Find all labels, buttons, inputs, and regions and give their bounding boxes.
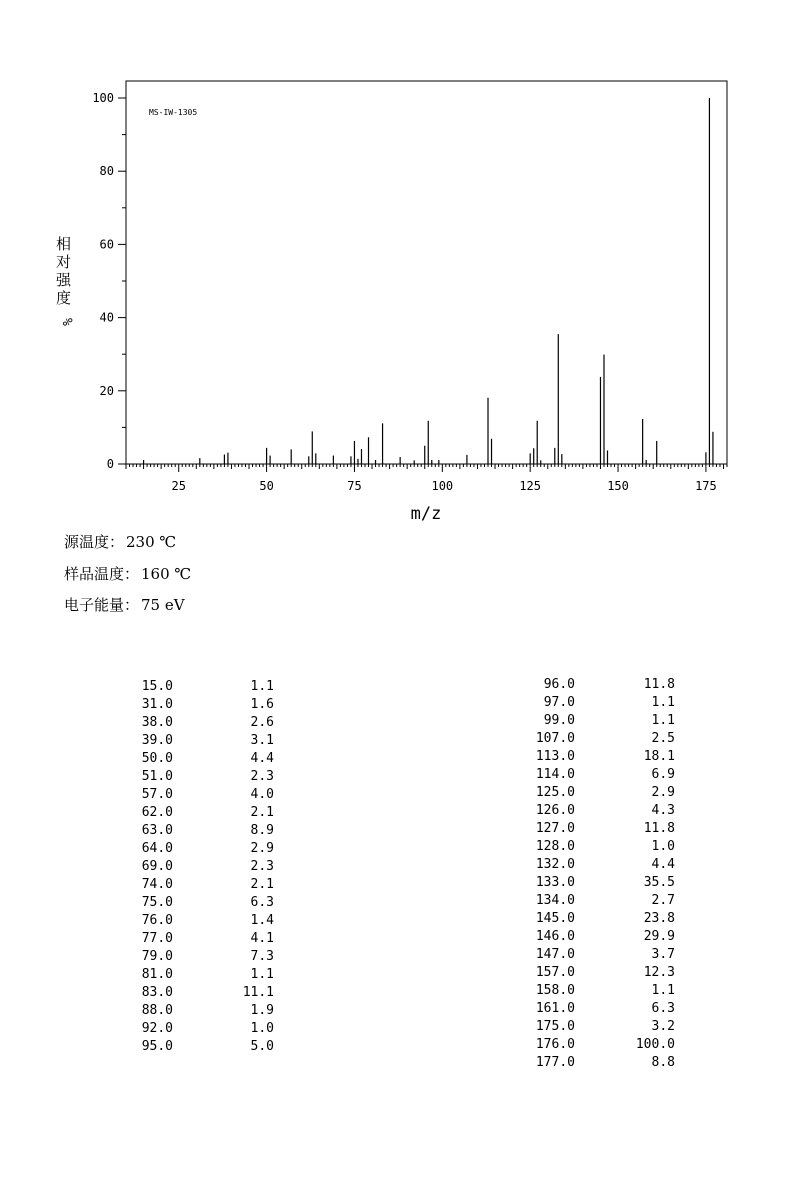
mz-value: 125.0 — [535, 785, 575, 800]
intensity-value: 11.1 — [242, 985, 274, 1000]
intensity-value: 7.3 — [250, 949, 274, 964]
table-row — [90, 840, 290, 858]
table-row — [480, 730, 690, 748]
sample-temp-label: 样品温度： — [64, 565, 140, 583]
y-tick-label: 20 — [99, 383, 114, 398]
intensity-value: 2.9 — [250, 841, 274, 856]
mz-value: 57.0 — [141, 787, 173, 802]
intensity-value: 6.3 — [651, 1001, 675, 1016]
table-row — [90, 948, 290, 966]
table-row — [480, 820, 690, 838]
table-row — [480, 928, 690, 946]
mz-value: 176.0 — [535, 1037, 575, 1052]
intensity-value: 1.0 — [651, 839, 675, 854]
intensity-value: 2.1 — [250, 877, 274, 892]
intensity-value: 3.1 — [250, 733, 274, 748]
table-row — [480, 838, 690, 856]
intensity-value: 12.3 — [643, 965, 675, 980]
table-row — [480, 910, 690, 928]
mz-value: 145.0 — [535, 911, 575, 926]
mz-value: 161.0 — [535, 1001, 575, 1016]
x-axis-label: m/z — [410, 504, 442, 524]
table-row — [480, 748, 690, 766]
table-row — [480, 676, 690, 694]
chart-title: MS-IW-1305 — [149, 108, 198, 117]
intensity-value: 11.8 — [643, 677, 675, 692]
y-axis-label-char: 相 — [56, 235, 72, 253]
y-axis-label-char: 强 — [56, 271, 72, 289]
mz-value: 38.0 — [141, 715, 173, 730]
electron-energy — [64, 594, 185, 615]
intensity-value: 8.8 — [651, 1055, 675, 1070]
mz-value: 97.0 — [543, 695, 575, 710]
intensity-value: 3.7 — [651, 947, 675, 962]
table-row — [480, 982, 690, 1000]
table-row — [90, 930, 290, 948]
table-row — [480, 874, 690, 892]
mz-value: 76.0 — [141, 913, 173, 928]
mz-value: 92.0 — [141, 1021, 173, 1036]
intensity-value: 3.2 — [651, 1019, 675, 1034]
table-row — [90, 966, 290, 984]
y-axis-label-unit: % — [59, 318, 74, 326]
intensity-value: 4.4 — [651, 857, 675, 872]
electron-energy-label: 电子能量： — [64, 596, 140, 614]
source-temp-value: 230 ℃ — [126, 533, 177, 551]
x-tick-label: 100 — [431, 479, 454, 493]
intensity-value: 29.9 — [643, 929, 675, 944]
table-row — [90, 750, 290, 768]
intensity-value: 6.9 — [651, 767, 675, 782]
table-row — [90, 1002, 290, 1020]
y-tick-label: 100 — [92, 91, 114, 105]
table-row — [90, 984, 290, 1002]
table-row — [90, 912, 290, 930]
electron-energy-value: 75 eV — [141, 596, 185, 614]
table-row — [90, 768, 290, 786]
mz-value: 113.0 — [535, 749, 575, 764]
intensity-value: 2.1 — [250, 805, 274, 820]
mz-value: 128.0 — [535, 839, 575, 854]
table-row — [90, 858, 290, 876]
table-row — [480, 784, 690, 802]
table-row — [480, 1018, 690, 1036]
mz-value: 133.0 — [535, 875, 575, 890]
mz-value: 127.0 — [535, 821, 575, 836]
y-axis — [92, 91, 126, 471]
mz-value: 83.0 — [141, 985, 173, 1000]
table-row — [90, 786, 290, 804]
intensity-value: 8.9 — [250, 823, 274, 838]
peak-table-left — [90, 678, 290, 1056]
mz-value: 95.0 — [141, 1039, 173, 1054]
table-row — [90, 1020, 290, 1038]
intensity-value: 2.9 — [651, 785, 675, 800]
table-row — [480, 856, 690, 874]
peaks — [144, 98, 713, 464]
table-row — [480, 964, 690, 982]
intensity-value: 2.3 — [250, 769, 274, 784]
intensity-value: 2.5 — [651, 731, 675, 746]
table-row — [480, 1036, 690, 1054]
mz-value: 157.0 — [535, 965, 575, 980]
source-temp-label: 源温度： — [64, 533, 125, 551]
y-tick-label: 40 — [99, 310, 114, 325]
intensity-value: 6.3 — [250, 895, 274, 910]
intensity-value: 1.6 — [250, 697, 274, 712]
y-axis-label-char: 度 — [56, 289, 72, 307]
mz-value: 99.0 — [543, 713, 575, 728]
sample-temperature — [64, 563, 191, 584]
plot-frame — [126, 81, 727, 464]
table-row — [480, 892, 690, 910]
mz-value: 88.0 — [141, 1003, 173, 1018]
intensity-value: 23.8 — [643, 911, 675, 926]
table-row — [480, 1000, 690, 1018]
mz-value: 107.0 — [535, 731, 575, 746]
mz-value: 51.0 — [141, 769, 173, 784]
intensity-value: 5.0 — [250, 1039, 274, 1054]
y-axis-label — [56, 235, 74, 326]
table-row — [90, 678, 290, 696]
intensity-value: 1.1 — [250, 679, 274, 694]
table-row — [480, 946, 690, 964]
mz-value: 39.0 — [141, 733, 173, 748]
intensity-value: 1.9 — [250, 1003, 274, 1018]
mz-value: 77.0 — [141, 931, 173, 946]
table-row — [480, 712, 690, 730]
intensity-value: 4.1 — [250, 931, 274, 946]
table-row — [480, 766, 690, 784]
mz-value: 158.0 — [535, 983, 575, 998]
mz-value: 79.0 — [141, 949, 173, 964]
x-tick-label: 25 — [171, 479, 186, 493]
mz-value: 175.0 — [535, 1019, 575, 1034]
intensity-value: 1.1 — [651, 695, 675, 710]
mz-value: 177.0 — [535, 1055, 575, 1070]
table-row — [90, 1038, 290, 1056]
mz-value: 75.0 — [141, 895, 173, 910]
intensity-value: 4.0 — [250, 787, 274, 802]
mz-value: 96.0 — [543, 677, 575, 692]
mz-value: 126.0 — [535, 803, 575, 818]
intensity-value: 1.0 — [250, 1021, 274, 1036]
table-row — [480, 802, 690, 820]
intensity-value: 2.3 — [250, 859, 274, 874]
intensity-value: 4.4 — [250, 751, 274, 766]
table-row — [90, 696, 290, 714]
mz-value: 147.0 — [535, 947, 575, 962]
x-tick-label: 175 — [695, 479, 717, 493]
intensity-value: 1.1 — [651, 983, 675, 998]
mz-value: 15.0 — [141, 679, 173, 694]
mz-value: 132.0 — [535, 857, 575, 872]
intensity-value: 1.1 — [250, 967, 274, 982]
peak-table-right — [480, 676, 690, 1072]
y-tick-label: 80 — [99, 164, 114, 179]
y-tick-label: 0 — [106, 457, 114, 471]
x-axis — [126, 464, 727, 493]
mz-value: 134.0 — [535, 893, 575, 908]
table-row — [90, 732, 290, 750]
mz-value: 69.0 — [141, 859, 173, 874]
y-tick-label: 60 — [99, 237, 114, 252]
table-row — [90, 714, 290, 732]
intensity-value: 2.7 — [651, 893, 675, 908]
table-row — [480, 694, 690, 712]
mz-value: 146.0 — [535, 929, 575, 944]
x-tick-label: 125 — [519, 479, 542, 493]
intensity-value: 11.8 — [643, 821, 675, 836]
source-temperature — [64, 531, 176, 552]
y-axis-label-char: 对 — [56, 253, 72, 271]
table-row — [90, 876, 290, 894]
table-row — [90, 822, 290, 840]
intensity-value: 4.3 — [651, 803, 675, 818]
intensity-value: 1.1 — [651, 713, 675, 728]
intensity-value: 2.6 — [250, 715, 274, 730]
table-row — [480, 1054, 690, 1072]
mz-value: 74.0 — [141, 877, 173, 892]
intensity-value: 18.1 — [643, 749, 675, 764]
mz-value: 114.0 — [535, 767, 575, 782]
mz-value: 64.0 — [141, 841, 173, 856]
intensity-value: 1.4 — [250, 913, 274, 928]
table-row — [90, 804, 290, 822]
intensity-value: 100.0 — [635, 1037, 675, 1052]
table-row — [90, 894, 290, 912]
intensity-value: 35.5 — [643, 875, 675, 890]
x-tick-label: 75 — [347, 479, 362, 493]
mz-value: 62.0 — [141, 805, 173, 820]
mz-value: 31.0 — [141, 697, 173, 712]
mass-spectrum-chart — [0, 0, 794, 530]
sample-temp-value: 160 ℃ — [141, 565, 192, 583]
x-tick-label: 150 — [607, 479, 629, 493]
x-tick-label: 50 — [259, 479, 274, 493]
mz-value: 81.0 — [141, 967, 173, 982]
mz-value: 50.0 — [141, 751, 173, 766]
mz-value: 63.0 — [141, 823, 173, 838]
